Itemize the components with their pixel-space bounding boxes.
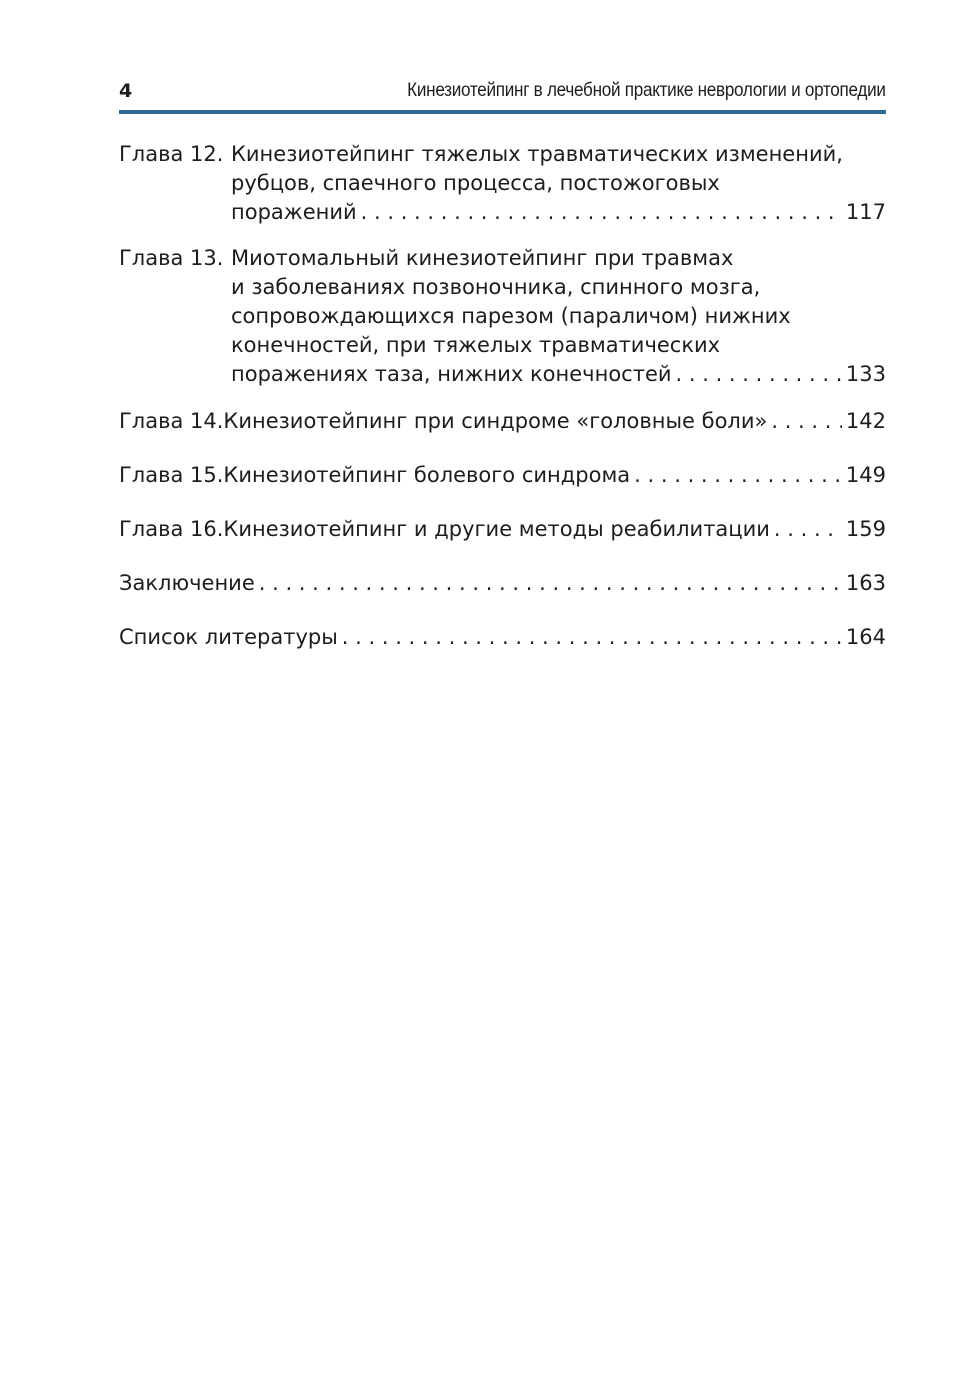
toc-entry-chapter-12[interactable] bbox=[119, 140, 886, 227]
header-rule bbox=[119, 110, 886, 114]
page-number: 4 bbox=[119, 80, 133, 102]
toc-entry-title-line: Кинезиотейпинг и другие методы реабилитации bbox=[223, 517, 770, 541]
toc-entry-title-line: Кинезиотейпинг болевого синдрома bbox=[223, 463, 631, 487]
page-header bbox=[119, 78, 886, 108]
dot-leader bbox=[771, 407, 842, 436]
toc-entry-page-number: 149 bbox=[845, 463, 886, 487]
toc-entry-title-line: Список литературы bbox=[119, 625, 338, 649]
toc-entry-title-line: рубцов, спаечного процесса, постожоговых bbox=[231, 171, 720, 195]
toc-entry-label: Глава 12. bbox=[119, 142, 224, 166]
toc-entry-title-line: поражений bbox=[231, 200, 357, 224]
toc-entry-label: Глава 15. bbox=[119, 463, 224, 487]
toc-entry-label: Глава 13. bbox=[119, 246, 224, 270]
toc-entry-title-line: Кинезиотейпинг тяжелых травматических изменений, bbox=[231, 142, 843, 166]
toc-entry-title-line: Кинезиотейпинг при синдроме «головные боли» bbox=[223, 409, 768, 433]
toc-entry-page-number: 117 bbox=[845, 200, 886, 224]
toc-entry-chapter-15[interactable] bbox=[119, 461, 886, 490]
table-of-contents bbox=[119, 140, 886, 677]
toc-entry-page-number: 163 bbox=[845, 571, 886, 595]
toc-entry-page-number: 133 bbox=[845, 362, 886, 386]
toc-entry-page-number: 142 bbox=[845, 409, 886, 433]
toc-entry-label: Глава 16. bbox=[119, 517, 224, 541]
dot-leader bbox=[774, 515, 842, 544]
dot-leader bbox=[259, 569, 842, 598]
toc-entry-chapter-14[interactable] bbox=[119, 407, 886, 436]
toc-entry-title-line: сопровождающихся парезом (параличом) нижних bbox=[231, 304, 791, 328]
toc-entry-label: Глава 14. bbox=[119, 409, 224, 433]
dot-leader bbox=[342, 623, 842, 652]
toc-entry-title-line: Миотомальный кинезиотейпинг при травмах bbox=[231, 246, 734, 270]
toc-entry-title-line: и заболеваниях позвоночника, спинного мозга, bbox=[231, 275, 761, 299]
dot-leader bbox=[676, 360, 842, 389]
toc-entry-chapter-16[interactable] bbox=[119, 515, 886, 544]
toc-entry-title-line: поражениях таза, нижних конечностей bbox=[231, 362, 672, 386]
running-title: Кинезиотейпинг в лечебной практике неврологии и ортопедии bbox=[407, 80, 886, 101]
toc-entry-chapter-13[interactable] bbox=[119, 244, 886, 389]
dot-leader bbox=[361, 198, 842, 227]
toc-entry-page-number: 164 bbox=[845, 625, 886, 649]
toc-entry-conclusion[interactable] bbox=[119, 569, 886, 598]
toc-entry-references[interactable] bbox=[119, 623, 886, 652]
dot-leader bbox=[634, 461, 842, 490]
toc-entry-title-line: конечностей, при тяжелых травматических bbox=[231, 333, 721, 357]
toc-entry-title-line: Заключение bbox=[119, 571, 255, 595]
toc-entry-page-number: 159 bbox=[845, 517, 886, 541]
